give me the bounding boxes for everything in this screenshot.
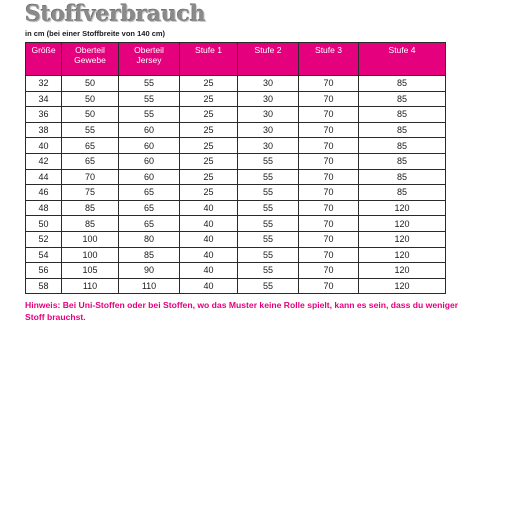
value-cell: 60 — [119, 138, 180, 154]
value-cell: 90 — [119, 263, 180, 279]
value-cell: 70 — [299, 91, 359, 107]
value-cell: 70 — [299, 122, 359, 138]
value-cell: 25 — [180, 91, 238, 107]
value-cell: 120 — [359, 216, 446, 232]
size-cell: 58 — [26, 278, 62, 294]
size-cell: 38 — [26, 122, 62, 138]
value-cell: 40 — [180, 231, 238, 247]
value-cell: 40 — [180, 263, 238, 279]
value-cell: 70 — [299, 138, 359, 154]
value-cell: 120 — [359, 200, 446, 216]
page-title: Stoffverbrauch — [25, 1, 206, 27]
value-cell: 70 — [299, 263, 359, 279]
size-cell: 52 — [26, 231, 62, 247]
size-cell: 50 — [26, 216, 62, 232]
value-cell: 85 — [62, 216, 119, 232]
table-row — [26, 107, 446, 123]
value-cell: 55 — [238, 247, 299, 263]
table-row — [26, 169, 446, 185]
table-header — [26, 43, 446, 76]
value-cell: 70 — [299, 153, 359, 169]
value-cell: 25 — [180, 138, 238, 154]
column-header: Stufe 4 — [359, 43, 446, 76]
table-row — [26, 216, 446, 232]
value-cell: 55 — [238, 278, 299, 294]
column-header: Oberteil Gewebe — [62, 43, 119, 76]
value-cell: 65 — [119, 200, 180, 216]
value-cell: 100 — [62, 231, 119, 247]
size-cell: 32 — [26, 76, 62, 92]
value-cell: 85 — [359, 153, 446, 169]
table-body — [26, 76, 446, 294]
size-cell: 48 — [26, 200, 62, 216]
value-cell: 70 — [299, 200, 359, 216]
table-row — [26, 138, 446, 154]
value-cell: 85 — [119, 247, 180, 263]
value-cell: 70 — [299, 231, 359, 247]
size-cell: 34 — [26, 91, 62, 107]
value-cell: 85 — [62, 200, 119, 216]
value-cell: 55 — [119, 76, 180, 92]
table-row — [26, 200, 446, 216]
value-cell: 50 — [62, 91, 119, 107]
value-cell: 30 — [238, 107, 299, 123]
value-cell: 85 — [359, 169, 446, 185]
value-cell: 25 — [180, 122, 238, 138]
value-cell: 85 — [359, 138, 446, 154]
value-cell: 55 — [238, 200, 299, 216]
column-header: Stufe 2 — [238, 43, 299, 76]
value-cell: 65 — [62, 153, 119, 169]
header-row — [26, 43, 446, 76]
value-cell: 85 — [359, 76, 446, 92]
value-cell: 55 — [238, 263, 299, 279]
value-cell: 70 — [299, 247, 359, 263]
value-cell: 85 — [359, 91, 446, 107]
value-cell: 85 — [359, 122, 446, 138]
value-cell: 60 — [119, 169, 180, 185]
value-cell: 25 — [180, 185, 238, 201]
table-row — [26, 278, 446, 294]
value-cell: 55 — [62, 122, 119, 138]
value-cell: 40 — [180, 216, 238, 232]
table-row — [26, 185, 446, 201]
value-cell: 80 — [119, 231, 180, 247]
value-cell: 120 — [359, 263, 446, 279]
value-cell: 85 — [359, 185, 446, 201]
value-cell: 75 — [62, 185, 119, 201]
value-cell: 55 — [119, 107, 180, 123]
value-cell: 120 — [359, 278, 446, 294]
size-cell: 44 — [26, 169, 62, 185]
value-cell: 65 — [119, 216, 180, 232]
value-cell: 55 — [238, 216, 299, 232]
value-cell: 70 — [62, 169, 119, 185]
value-cell: 55 — [238, 169, 299, 185]
value-cell: 30 — [238, 122, 299, 138]
value-cell: 70 — [299, 76, 359, 92]
column-header: Stufe 3 — [299, 43, 359, 76]
value-cell: 50 — [62, 76, 119, 92]
value-cell: 60 — [119, 122, 180, 138]
value-cell: 25 — [180, 169, 238, 185]
value-cell: 70 — [299, 169, 359, 185]
value-cell: 55 — [238, 185, 299, 201]
value-cell: 30 — [238, 91, 299, 107]
table-row — [26, 153, 446, 169]
value-cell: 55 — [238, 231, 299, 247]
value-cell: 110 — [62, 278, 119, 294]
value-cell: 70 — [299, 185, 359, 201]
value-cell: 110 — [119, 278, 180, 294]
column-header: Größe — [26, 43, 62, 76]
column-header: Stufe 1 — [180, 43, 238, 76]
value-cell: 100 — [62, 247, 119, 263]
table-row — [26, 231, 446, 247]
size-cell: 54 — [26, 247, 62, 263]
value-cell: 65 — [119, 185, 180, 201]
table-row — [26, 247, 446, 263]
value-cell: 120 — [359, 247, 446, 263]
size-cell: 46 — [26, 185, 62, 201]
value-cell: 70 — [299, 107, 359, 123]
value-cell: 55 — [238, 153, 299, 169]
table-row — [26, 263, 446, 279]
value-cell: 25 — [180, 107, 238, 123]
column-header: Oberteil Jersey — [119, 43, 180, 76]
size-cell: 36 — [26, 107, 62, 123]
value-cell: 55 — [119, 91, 180, 107]
value-cell: 65 — [62, 138, 119, 154]
value-cell: 40 — [180, 200, 238, 216]
value-cell: 25 — [180, 153, 238, 169]
value-cell: 40 — [180, 278, 238, 294]
value-cell: 40 — [180, 247, 238, 263]
value-cell: 25 — [180, 76, 238, 92]
fabric-usage-table — [25, 42, 446, 294]
value-cell: 70 — [299, 278, 359, 294]
value-cell: 70 — [299, 216, 359, 232]
value-cell: 50 — [62, 107, 119, 123]
page-subtitle: in cm (bei einer Stoffbreite von 140 cm) — [25, 29, 166, 38]
size-cell: 42 — [26, 153, 62, 169]
value-cell: 85 — [359, 107, 446, 123]
hint-note: Hinweis: Bei Uni-Stoffen oder bei Stoffen, wo das Muster keine Rolle spielt, kann es sein, dass du weniger Stoff brauchst. — [25, 300, 459, 322]
value-cell: 120 — [359, 231, 446, 247]
size-cell: 40 — [26, 138, 62, 154]
value-cell: 30 — [238, 76, 299, 92]
table-row — [26, 76, 446, 92]
value-cell: 105 — [62, 263, 119, 279]
table-row — [26, 122, 446, 138]
value-cell: 60 — [119, 153, 180, 169]
value-cell: 30 — [238, 138, 299, 154]
size-cell: 56 — [26, 263, 62, 279]
table-row — [26, 91, 446, 107]
